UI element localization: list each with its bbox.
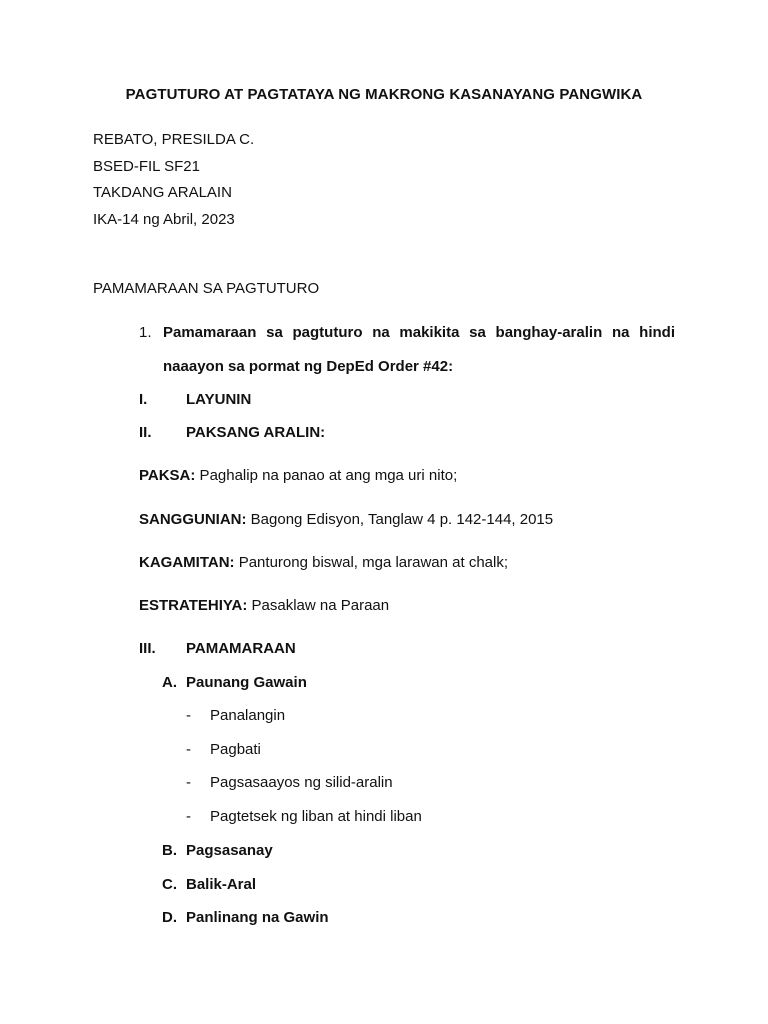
field-label: ESTRATEHIYA: bbox=[139, 597, 248, 614]
dash-item-pagtetsek: Pagtetsek ng liban at hindi liban bbox=[210, 808, 422, 825]
lettered-label-balik-aral: Balik-Aral bbox=[186, 876, 257, 893]
field-estratehiya bbox=[139, 597, 389, 614]
field-value: Bagong Edisyon, Tanglaw 4 p. 142-144, 2015 bbox=[246, 511, 554, 528]
lettered-marker-c: C. bbox=[162, 876, 177, 893]
lettered-marker-b: B. bbox=[162, 842, 177, 859]
dash-marker: - bbox=[186, 741, 191, 758]
dash-marker: - bbox=[186, 774, 191, 791]
lettered-label-paunang-gawain: Paunang Gawain bbox=[186, 674, 307, 691]
field-sanggunian bbox=[139, 511, 553, 528]
field-label: KAGAMITAN: bbox=[139, 554, 235, 571]
roman-marker-2: II. bbox=[139, 424, 152, 441]
dash-item-pagbati: Pagbati bbox=[210, 741, 261, 758]
numbered-item-line-1: Pamamaraan sa pagtuturo na makikita sa banghay-aralin na hindi bbox=[163, 324, 675, 341]
field-value: Panturong biswal, mga larawan at chalk; bbox=[234, 554, 509, 571]
numbered-item-marker: 1. bbox=[139, 324, 152, 341]
lettered-marker-a: A. bbox=[162, 674, 177, 691]
field-label: SANGGUNIAN: bbox=[139, 511, 247, 528]
roman-label-paksang-aralin: PAKSANG ARALIN: bbox=[186, 424, 326, 441]
roman-label-layunin: LAYUNIN bbox=[186, 391, 252, 408]
lettered-label-panlinang: Panlinang na Gawin bbox=[186, 909, 329, 926]
field-paksa bbox=[139, 467, 457, 484]
submission-date: IKA-14 ng Abril, 2023 bbox=[93, 211, 235, 228]
dash-marker: - bbox=[186, 707, 191, 724]
roman-marker-3: III. bbox=[139, 640, 156, 657]
roman-marker-1: I. bbox=[139, 391, 148, 408]
lettered-label-pagsasanay: Pagsasanay bbox=[186, 842, 273, 859]
document-title: PAGTUTURO AT PAGTATAYA NG MAKRONG KASANAYANG PANGWIKA bbox=[125, 86, 643, 103]
field-value: Pasaklaw na Paraan bbox=[247, 597, 390, 614]
student-name: REBATO, PRESILDA C. bbox=[93, 131, 255, 148]
lettered-marker-d: D. bbox=[162, 909, 177, 926]
dash-marker: - bbox=[186, 808, 191, 825]
assignment-type: TAKDANG ARALAIN bbox=[93, 184, 232, 201]
section-heading: PAMAMARAAN SA PAGTUTURO bbox=[93, 280, 320, 297]
roman-label-pamamaraan: PAMAMARAAN bbox=[186, 640, 296, 657]
course-section: BSED-FIL SF21 bbox=[93, 158, 200, 175]
field-value: Paghalip na panao at ang mga uri nito; bbox=[195, 467, 458, 484]
field-label: PAKSA: bbox=[139, 467, 196, 484]
dash-item-panalangin: Panalangin bbox=[210, 707, 286, 724]
numbered-item-line-2: naaayon sa pormat ng DepEd Order #42: bbox=[163, 358, 454, 375]
dash-item-pagsasaayos: Pagsasaayos ng silid-aralin bbox=[210, 774, 393, 791]
field-kagamitan bbox=[139, 554, 508, 571]
